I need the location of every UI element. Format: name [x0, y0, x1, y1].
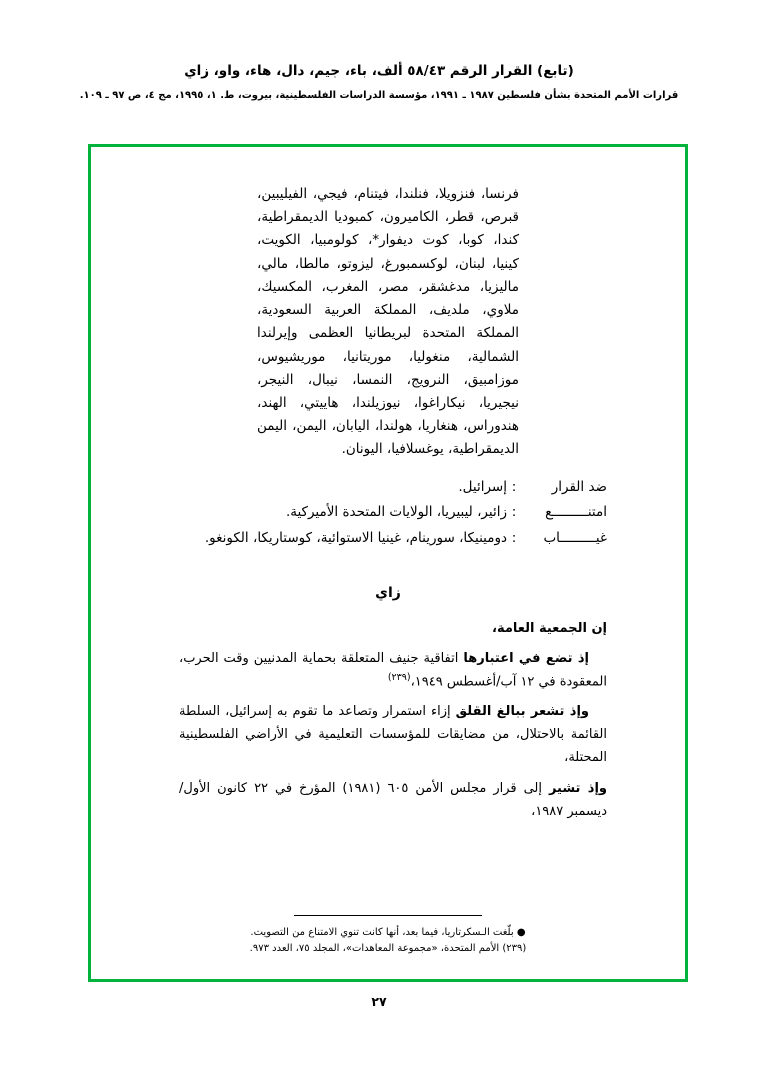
paragraph-preamble-2	[179, 700, 607, 769]
paragraph-preamble-opening	[179, 617, 607, 640]
paragraph-lead: إن الجمعية العامة،	[492, 620, 607, 636]
vote-value: دومينيكا، سورينام، غينيا الاستوائية، كوستاريكا، الكونغو.	[204, 529, 507, 546]
vote-label: ضد القرار	[551, 478, 607, 495]
country-list: فرنسا، فنزويلا، فنلندا، فيتنام، فيجي، الفيليبين، قبرص، قطر، الكاميرون، كمبوديا الديمقراطية، كندا، كوبا، كوت ديفوار*، كولومبيا، الكويت، كينيا، لبنان، لوكسمبورغ، ليزوتو، مالطا، مالي، ماليزيا، مدغشقر، مصر، المغرب، المكسيك، ملاوي، ملديف، المملكة العربية السعودية، المملكة المتحدة لبريطانيا العظمى وإيرلندا الشمالية، منغوليا، موريتانيا، موريشيوس، موزامبيق، النرويج، النمسا، نيبال، النيجر، نيجيريا، نيكاراغوا، نيوزيلندا، هاييتي، الهند، هندوراس، هنغاريا، هولندا، اليابان، اليمن، اليمن الديمقراطية، يوغسلافيا، اليونان.	[257, 186, 519, 458]
content-frame	[88, 144, 688, 982]
paragraph-rest: إزاء استمرار وتصاعد ما تقوم به إسرائيل، السلطة القائمة بالاحتلال، من مضايقات للمؤسسات التعليمية في الأراضي الفلسطينية المحتلة،	[179, 704, 607, 766]
page-number: ٢٧	[371, 994, 387, 1009]
page-header	[0, 0, 758, 103]
vote-label: امتنـــــــــع	[545, 504, 607, 521]
page-source-line: قرارات الأمم المتحدة بشأن فلسطين ١٩٨٧ ـ ١٩٩١، مؤسسة الدراسات الفلسطينية، بيروت، ط. ١، ١٩٩٥، مج ٤، ص ٩٧ ـ ١٠٩.	[79, 89, 679, 101]
paragraph-preamble-3	[179, 777, 607, 823]
footnote-marker: (٢٣٩)	[387, 671, 411, 683]
footnote-line: ● بلّغت الـسكرتاريا، فيما بعد، أنها كانت تنوي الامتناع من التصويت.	[250, 927, 526, 938]
paragraph-lead: وإذ تشير	[548, 780, 607, 796]
vote-colon: :	[511, 529, 517, 546]
paragraph-preamble-1	[179, 647, 607, 694]
paragraph-rest: إلى قرار مجلس الأمن ٦٠٥ (١٩٨١) المؤرخ في ٢٢ كانون الأول/ديسمبر ١٩٨٧،	[179, 780, 607, 819]
vote-colon: :	[511, 478, 517, 495]
section-letter: زاي	[375, 584, 401, 601]
vote-row	[143, 476, 607, 500]
vote-results	[143, 476, 607, 551]
resolution-body	[179, 617, 607, 823]
vote-value: إسرائيل.	[458, 478, 507, 495]
page-title: (تابع) القرار الرقم ٥٨/٤٣ ألف، باء، جيم، دال، هاء، واو، زاي	[184, 63, 574, 79]
vote-colon: :	[511, 504, 517, 521]
vote-label: غيـــــــــاب	[543, 529, 607, 546]
footnote-divider	[294, 915, 482, 916]
footnote-line: (٢٣٩) الأمم المتحدة، «مجموعة المعاهدات»، المجلد ٧٥، العدد ٩٧٣.	[249, 943, 527, 954]
paragraph-lead: إذ تضع في اعتبارها	[463, 650, 589, 666]
vote-row	[143, 527, 607, 551]
vote-row	[143, 501, 607, 525]
content-frame-inner	[91, 147, 685, 979]
vote-value: زائير، ليبيريا، الولايات المتحدة الأميركية.	[285, 504, 507, 521]
paragraph-lead: وإذ تشعر ببالغ القلق	[455, 704, 589, 720]
footnotes	[143, 915, 633, 957]
paragraph-rest: اتفاقية جنيف المتعلقة بحماية المدنيين وقت الحرب، المعقودة في ١٢ آب/أغسطس ١٩٤٩،	[179, 650, 607, 690]
